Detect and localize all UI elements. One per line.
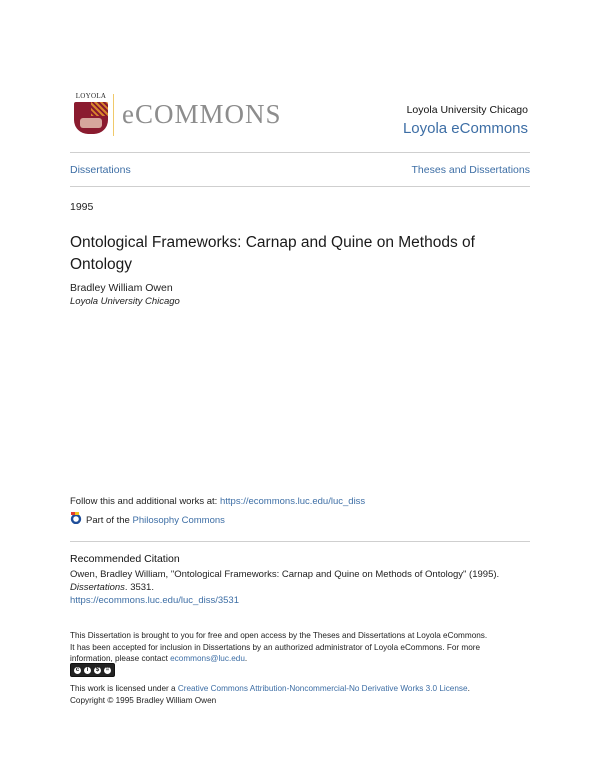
shield-icon xyxy=(74,102,108,134)
part-prefix: Part of the xyxy=(86,515,133,526)
citation-series-line xyxy=(70,582,154,593)
copyright: Copyright © 1995 Bradley William Owen xyxy=(70,695,217,705)
author-name: Bradley William Owen xyxy=(70,282,173,294)
document-title: Ontological Frameworks: Carnap and Quine on Methods of Ontology xyxy=(70,234,475,273)
cc-license-badge[interactable] xyxy=(70,663,115,677)
logo-divider xyxy=(113,94,114,136)
citation-number: . 3531. xyxy=(124,582,154,593)
institution-name: Loyola University Chicago xyxy=(406,104,528,116)
part-of-line xyxy=(86,515,225,526)
contact-email-link[interactable]: ecommons@luc.edu xyxy=(170,654,245,663)
divider xyxy=(70,186,530,187)
citation-heading: Recommended Citation xyxy=(70,553,180,565)
access-line-3: information, please contact ecommons@luc.edu. xyxy=(70,654,248,663)
access-line-2: It has been accepted for inclusion in Dissertations by an authorized administrator of Loyola eCommons. For more xyxy=(70,642,481,652)
access-statement xyxy=(70,630,540,665)
theses-dissertations-link[interactable]: Theses and Dissertations xyxy=(411,164,530,176)
citation-url-link[interactable]: https://ecommons.luc.edu/luc_diss/3531 xyxy=(70,595,239,606)
access-line-1: This Dissertation is brought to you for free and open access by the Theses and Dissertations at Loyola eCommons. xyxy=(70,631,488,640)
nc-icon: $ xyxy=(93,666,102,675)
citation-text: Owen, Bradley William, "Ontological Frameworks: Carnap and Quine on Methods of Ontology" (1995). xyxy=(70,569,500,580)
brand-name: eCOMMONS xyxy=(122,99,282,129)
collection-url-link[interactable]: https://ecommons.luc.edu/luc_diss xyxy=(219,496,366,507)
divider xyxy=(70,152,530,153)
dissertations-link[interactable]: Dissertations xyxy=(70,164,131,176)
author-affiliation: Loyola University Chicago xyxy=(70,296,180,307)
license-statement: This work is licensed under a Creative Commons Attribution-Noncommercial-No Derivative Works 3.0 License. Copyright © 1995 Bradley William Owen xyxy=(70,683,540,706)
bepress-commons-icon xyxy=(70,511,82,523)
repository-link[interactable]: Loyola eCommons xyxy=(402,120,528,137)
citation-series: Dissertations xyxy=(70,582,125,593)
philosophy-commons-link[interactable]: Philosophy Commons xyxy=(132,515,225,526)
divider xyxy=(70,541,530,542)
nd-icon: = xyxy=(103,666,112,675)
logo-wordmark: LOYOLA xyxy=(75,92,107,100)
cc-icon: c xyxy=(73,666,82,675)
follow-line xyxy=(70,496,365,507)
publication-year: 1995 xyxy=(70,201,94,213)
follow-prefix: Follow this and additional works at: xyxy=(70,496,220,507)
loyola-logo[interactable] xyxy=(72,92,112,136)
license-link[interactable]: Creative Commons Attribution-Noncommercial-No Derivative Works 3.0 License xyxy=(177,684,468,693)
by-icon: i xyxy=(83,666,92,675)
